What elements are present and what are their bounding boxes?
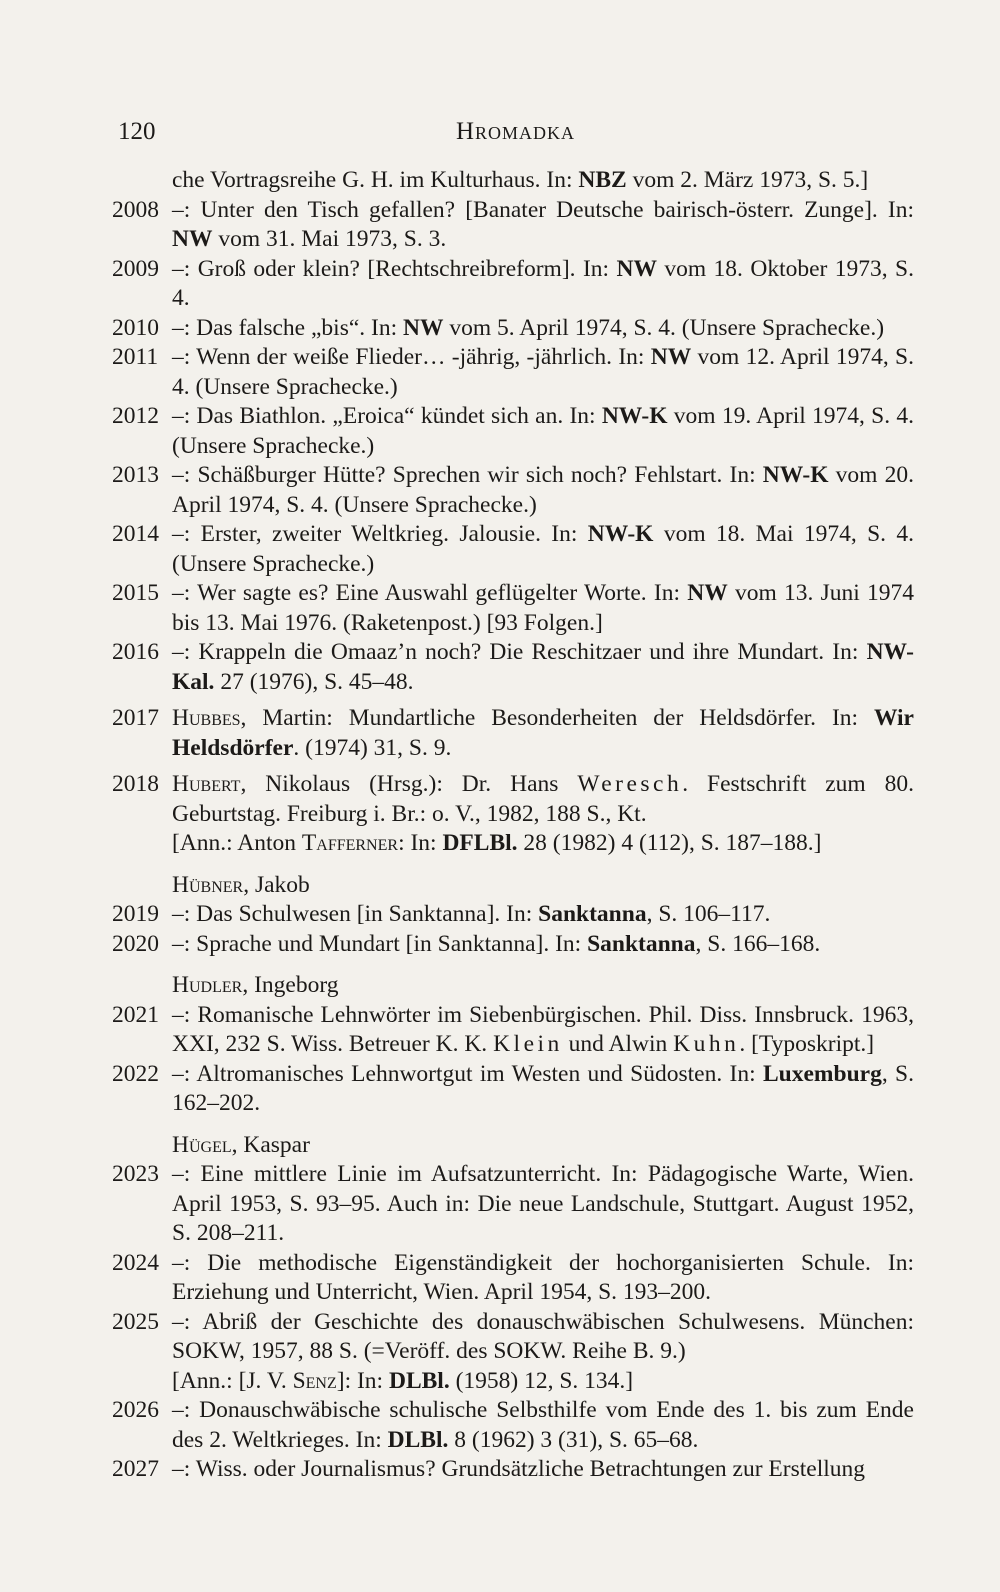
entry-2023: 2023 –: Eine mittlere Linie im Aufsatzunterricht. In: Pädagogische Warte, Wien. April 1953, S. 93–95. Auch in: Die neue Landschule, Stuttgart. August 1952, S. 208–211.: [112, 1161, 914, 1246]
entry-number: 2026: [112, 1397, 159, 1423]
entry-2016: 2016 –: Krappeln die Omaaz’n noch? Die Reschitzaer und ihre Mundart. In: NW-Kal. 27 (1976), S. 45–48.: [112, 639, 914, 695]
entry-number: 2015: [112, 580, 159, 606]
entry-2015: 2015 –: Wer sagte es? Eine Auswahl geflügelter Worte. In: NW vom 13. Juni 1974 bis 13. Mai 1976. (Raketenpost.) [93 Folgen.]: [112, 580, 914, 636]
entry-number: 2018: [112, 771, 159, 797]
entry-number: 2023: [112, 1161, 159, 1187]
entry-2027: 2027 –: Wiss. oder Journalismus? Grundsätzliche Betrachtungen zur Erstellung: [108, 1455, 914, 1485]
author-heading-huebner: Hübner, Jakob: [172, 871, 310, 898]
entry-2021: 2021 –: Romanische Lehnwörter im Siebenbürgischen. Phil. Diss. Innsbruck. 1963, XXI, 232 S. Wiss. Betreuer K. K. Klein und Alwin Kuhn. [Typoskript.]: [112, 1001, 914, 1057]
entry-number: 2021: [112, 1001, 159, 1028]
running-head: Hromadka: [455, 118, 576, 145]
entry-number: 2017: [112, 705, 159, 731]
entry-2024: 2024 –: Die methodische Eigenständigkeit der hochorganisierten Schule. In: Erziehung und Unterricht, Wien. April 1954, S. 193–200.: [112, 1249, 914, 1305]
entry-2025: 2025 –: Abriß der Geschichte des donauschwäbischen Schulwesens. München: SOKW, 1957, 88 S. (=Veröff. des SOKW. Reihe B. 9.): [112, 1308, 914, 1364]
entry-2010: 2010 –: Das falsche „bis“. In: NW vom 5. April 1974, S. 4. (Unsere Sprachecke.): [108, 314, 914, 344]
author-heading-hudler: Hudler, Ingeborg: [172, 972, 339, 998]
entry-number: 2012: [112, 403, 159, 429]
entry-2008: 2008 –: Unter den Tisch gefallen? [Banater Deutsche bairisch-österr. Zunge]. In: NW vom 31. Mai 1973, S. 3.: [112, 196, 914, 252]
entry-number: 2020: [112, 930, 159, 957]
page-header: [118, 118, 913, 158]
entry-2018: 2018 Hubert, Nikolaus (Hrsg.): Dr. Hans Weresch. Festschrift zum 80. Geburtstag. Freiburg i. Br.: o. V., 1982, 188 S., Kt.: [112, 771, 915, 827]
entry-number: 2025: [112, 1308, 159, 1335]
entry-2020: 2020 –: Sprache und Mundart [in Sanktanna]. In: Sanktanna, S. 166–168.: [108, 930, 914, 960]
page-number: 120: [118, 118, 156, 145]
entry-2026: 2026 –: Donauschwäbische schulische Selbsthilfe vom Ende des 1. bis zum Ende des 2. Weltkrieges. In: DLBl. 8 (1962) 3 (31), S. 65–68.: [112, 1397, 914, 1453]
entry-number: 2024: [112, 1249, 159, 1276]
entry-number: 2019: [112, 901, 159, 927]
entry-number: 2027: [112, 1456, 159, 1482]
entry-number: 2014: [112, 521, 159, 547]
entry-number: 2016: [112, 639, 159, 665]
annotation-2018: [Ann.: Anton Tafferner: In: DFLBl. 28 (1982) 4 (112), S. 187–188.]: [172, 830, 822, 856]
entry-2017: 2017 Hubbes, Martin: Mundartliche Besonderheiten der Heldsdörfer. In: Wir Heldsdörfer. (1974) 31, S. 9.: [112, 705, 914, 761]
entry-2022: 2022 –: Altromanisches Lehnwortgut im Westen und Südosten. In: Luxemburg, S. 162–202.: [112, 1060, 914, 1116]
entry-2013: 2013 –: Schäßburger Hütte? Sprechen wir sich noch? Fehlstart. In: NW-K vom 20. April 1974, S. 4. (Unsere Sprachecke.): [112, 462, 915, 518]
entry-continuation: che Vortragsreihe G. H. im Kulturhaus. In: NBZ vom 2. März 1973, S. 5.]: [172, 167, 869, 193]
entry-2019: 2019 –: Das Schulwesen [in Sanktanna]. In: Sanktanna, S. 106–117.: [108, 900, 914, 930]
entry-number: 2013: [112, 462, 159, 488]
entry-2012: 2012 –: Das Biathlon. „Eroica“ kündet sich an. In: NW-K vom 19. April 1974, S. 4. (Unsere Sprachecke.): [112, 403, 914, 459]
entry-2009: 2009 –: Groß oder klein? [Rechtschreibreform]. In: NW vom 18. Oktober 1973, S. 4.: [112, 255, 914, 311]
author-name: Hubbes: [172, 705, 241, 731]
entry-number: 2010: [112, 314, 159, 341]
bibliography-list: [108, 166, 914, 1485]
author-heading-huegel: Hügel, Kaspar: [172, 1131, 310, 1158]
entry-2014: 2014 –: Erster, zweiter Weltkrieg. Jalousie. In: NW-K vom 18. Mai 1974, S. 4. (Unsere Sprachecke.): [112, 521, 914, 577]
entry-number: 2009: [112, 255, 159, 282]
entry-number: 2011: [112, 344, 159, 370]
annotation-2025: [Ann.: [J. V. Senz]: In: DLBl. (1958) 12, S. 134.]: [172, 1367, 634, 1394]
author-name: Hubert: [172, 771, 241, 797]
entry-number: 2008: [112, 196, 159, 223]
entry-number: 2022: [112, 1060, 159, 1087]
entry-2011: 2011 –: Wenn der weiße Flieder… -jährig, -jährlich. In: NW vom 12. April 1974, S. 4. (Unsere Sprachecke.): [112, 344, 914, 400]
